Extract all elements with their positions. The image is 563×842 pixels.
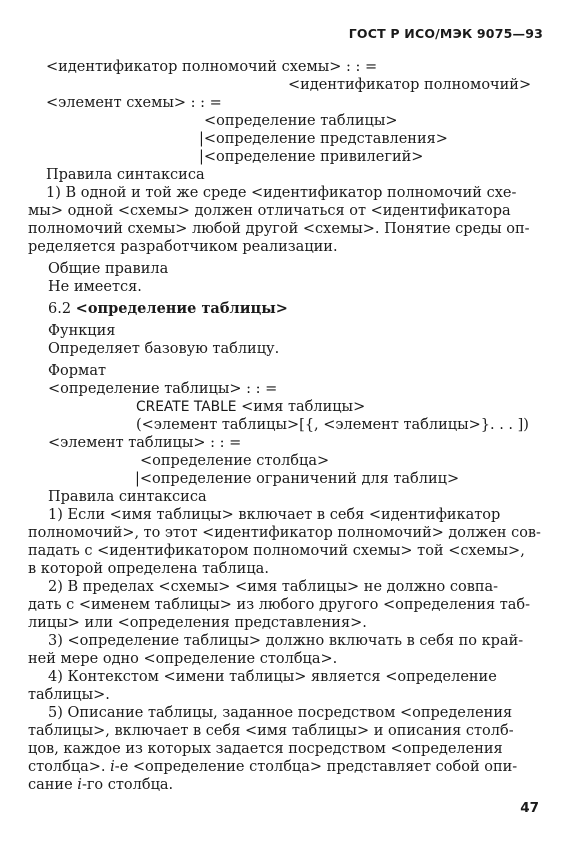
paragraph-line: цов, каждое из которых задается посредством <определения [28,741,503,757]
paragraph-line: в которой определена таблица. [28,561,269,577]
paragraph-line [28,776,173,794]
subsection-number: 6.2 [48,301,76,317]
bnf-line: |<определение представления> [199,131,448,147]
paragraph-line: дать с <именем таблицы> из любого другого <определения таб- [28,597,531,613]
paragraph-line: таблицы>, включает в себя <имя таблицы> и описания столб- [28,723,514,739]
bnf-line: <элемент схемы> : : = [46,95,222,111]
bnf-line: <идентификатор полномочий схемы> : : = [46,59,378,75]
paragraph-line [28,758,517,776]
text-run: -е <определение столбца> представляет собой опи- [114,759,518,775]
paragraph-line: 1) Если <имя таблицы> включает в себя <идентификатор [48,507,501,523]
paragraph-line: падать с <идентификатором полномочий схемы> той <схемы>, [28,543,525,559]
paragraph-line: ней мере одно <определение столбца>. [28,651,338,667]
bnf-term: <имя таблицы> [236,399,366,415]
paragraph-line: 2) В пределах <схемы> <имя таблицы> не должно совпа- [48,579,499,595]
paragraph-line: ределяется разработчиком реализации. [28,239,338,255]
sql-keyword: CREATE TABLE [136,399,237,415]
section-heading: Функция [48,323,116,339]
paragraph-line: 5) Описание таблицы, заданное посредством <определения [48,705,513,721]
subsection-title [48,300,288,318]
paragraph-line: 3) <определение таблицы> должно включать в себя по край- [48,633,524,649]
paragraph-line: лицы> или <определения представления>. [28,615,367,631]
paragraph-line: 1) В одной и той же среде <идентификатор полномочий схе- [46,185,517,201]
page-header: ГОСТ Р ИСО/МЭК 9075—93 [348,26,543,41]
section-heading: Общие правила [48,261,169,277]
paragraph-line: Определяет базовую таблицу. [48,341,280,357]
paragraph-line: мы> одной <схемы> должен отличаться от <идентификатора [28,203,511,219]
paragraph-line: полномочий>, то этот <идентификатор полномочий> должен сов- [28,525,541,541]
text-run: сание [28,777,78,793]
section-heading: Правила синтаксиса [46,167,205,183]
bnf-line: (<элемент таблицы>[{, <элемент таблицы>}. . . ]) [136,417,529,433]
bnf-line: |<определение привилегий> [199,149,424,165]
bnf-line [136,398,365,416]
paragraph-line: Не имеется. [48,279,142,295]
section-heading: Правила синтаксиса [48,489,207,505]
bnf-line: <определение таблицы> : : = [48,381,278,397]
section-heading: Формат [48,363,106,379]
paragraph-line: 4) Контекстом <имени таблицы> является <определение [48,669,497,685]
italic-variable: i [77,777,82,793]
page-number: 47 [520,800,539,816]
bnf-line: <идентификатор полномочий> [288,77,532,93]
subsection-name: <определение таблицы> [75,300,288,317]
paragraph-line: таблицы>. [28,687,110,703]
italic-variable: i [110,759,115,775]
text-run: столбца>. [28,759,111,775]
bnf-line: <определение таблицы> [204,113,398,129]
paragraph-line: полномочий схемы> любой другой <схемы>. Понятие среды оп- [28,221,530,237]
text-run: -го столбца. [81,777,174,793]
bnf-line: <определение столбца> [140,453,330,469]
bnf-line: |<определение ограничений для таблиц> [135,471,460,487]
bnf-line: <элемент таблицы> : : = [48,435,242,451]
